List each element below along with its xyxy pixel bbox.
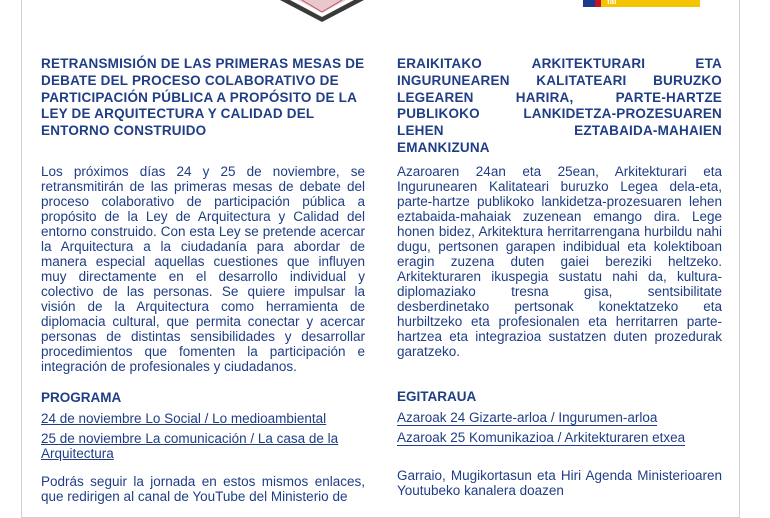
program-link-day-25[interactable]: 25 de noviembre La comunicación / La casa de la Arquitectura (41, 430, 339, 461)
basque-column (397, 56, 722, 498)
program-link-day-24[interactable]: 24 de noviembre Lo Social / Lo medioambiental (41, 410, 327, 426)
spanish-column (41, 56, 365, 504)
spanish-body: Los próximos días 24 y 25 de noviembre, se retransmitirán de las primeras mesas de debate del proceso colaborativo de participación pública a propósito de la Ley de Arquitectura y Calidad del entorno construido. Con esta Ley se pretende acercar la Arquitectura a la ciudadanía para abordar de manera especial aquellas cuestiones que influyen muy directamente en el desarrollo individual y colectivo de las personas. Se quiere impulsar la visión de la Arquitectura como herramienta de diplomacia cultural, que permita conectar y acercar personas de distintas sensibilidades y desarrollar procedimientos que fomenten la participación e integración de profesionales y ciudadanos. (41, 163, 365, 374)
spanish-footer: Podrás seguir la jornada en estos mismos enlaces, que redirigen al canal de YouTube del Ministerio de (41, 473, 365, 504)
basque-footer: Garraio, Mugikortasun eta Hiri Agenda Ministerioaren Youtubeko kanalera doazen (397, 467, 722, 498)
diamond-emblem-icon (280, 0, 364, 24)
spanish-program-title: PROGRAMA (41, 389, 122, 405)
egitaraua-link-25[interactable]: Azaroak 25 Komunikazioa / Arkitekturaren etxea (397, 429, 686, 445)
ministry-logo (583, 0, 700, 7)
egitaraua-link-24[interactable]: Azaroak 24 Gizarte-arloa / Ingurumen-arloa (397, 409, 658, 425)
basque-heading-last: EMANKIZUNA (397, 139, 490, 155)
basque-heading: ERAIKITAKO ARKITEKTURARI ETA INGURUNEAREN KALITATEARI BURUZKO LEGEAREN HARIRA, PARTE-HARTZE PUBLIKOKO LANKIDETZA-PROZESUAREN LEHEN EZTABAIDA-MAHAIEN (397, 56, 722, 139)
ministry-logo-text: fal (607, 0, 617, 6)
spanish-heading: RETRANSMISIÓN DE LAS PRIMERAS MESAS DE DEBATE DEL PROCESO COLABORATIVO DE PARTICIPACIÓN PÚBLICA A PROPÓSITO DE LA LEY DE ARQUITECTURA Y CALIDAD DEL ENTORNO CONSTRUIDO (41, 56, 365, 139)
basque-body: Azaroaren 24an eta 25ean, Arkitekturari eta Ingurunearen Kalitateari buruzko Legea dela-eta, parte-hartze publikoko lankidetza-prozesuaren lehen eztabaida-mahaiak zuzenean emango dira. Lege honen bidez, Arkitektura herritarrengana hurbildu nahi dugu, pertsonen garapen indibidual eta kolektiboan eragin zuzena duten gaiei bereziki heltzeko. Arkitekturaren ikuspegia sustatu nahi da, kultura-diplomaziako tresna gisa, sentsibilitate desberdinetako pertsonak konektatzeko eta hurbiltzeko eta profesionalen eta herritarren parte-hartzea eta integrazioa sustatzen duten prozedurak garatzeko. (397, 163, 722, 359)
basque-program-title: EGITARAUA (397, 388, 477, 404)
